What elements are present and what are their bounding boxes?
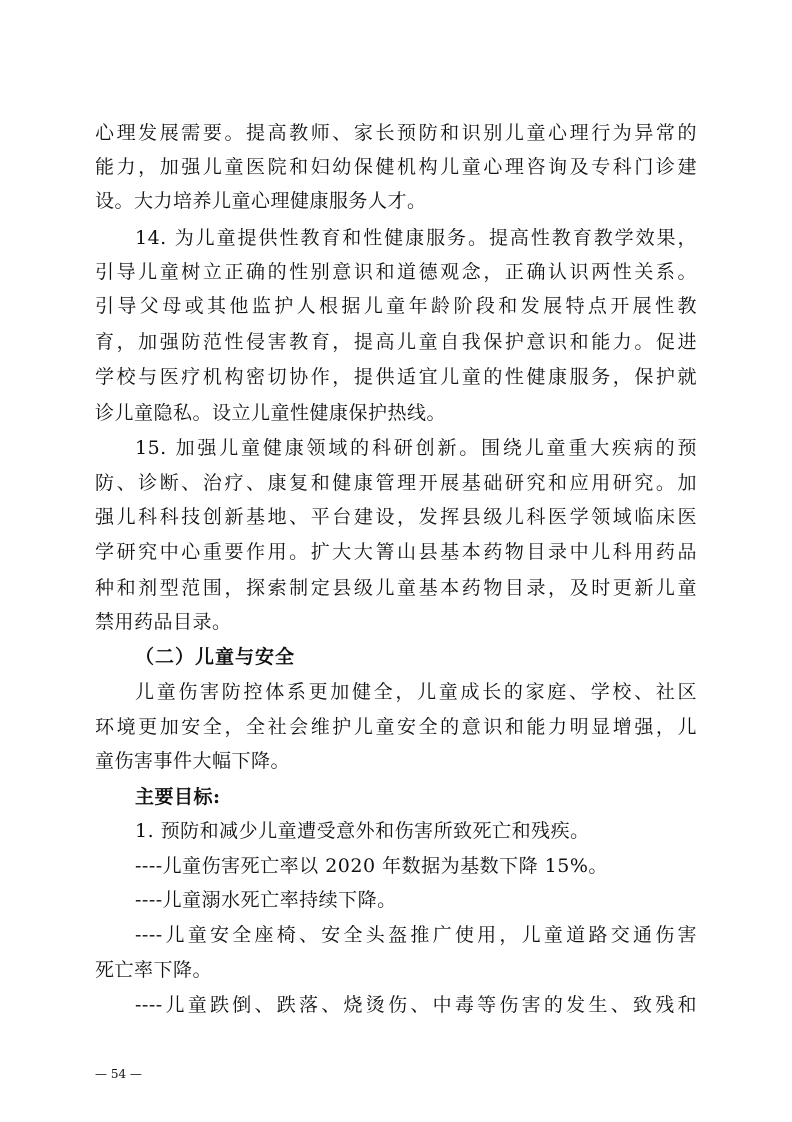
text-line-21: 1. 预防和减少儿童遭受意外和伤害所致死亡和残疾。 xyxy=(135,820,590,842)
text-line-15: 禁用药品目录。 xyxy=(95,611,232,633)
page-number: — 54 — xyxy=(95,1067,142,1081)
text-line-7: 育，加强防范性侵害教育，提高儿童自我保护意识和能力。促进 xyxy=(95,331,697,353)
text-line-12: 强儿科科技创新基地、平台建设，发挥县级儿科医学领域临床医 xyxy=(95,506,697,528)
text-line-1: 心理发展需要。提高教师、家长预防和识别儿童心理行为异常的 xyxy=(95,122,697,144)
text-line-2: 能力，加强儿童医院和妇幼保健机构儿童心理咨询及专科门诊建 xyxy=(95,156,697,178)
text-line-9: 诊儿童隐私。设立儿童性健康保护热线。 xyxy=(95,402,447,424)
text-line-22: ----儿童伤害死亡率以 2020 年数据为基数下降 15%。 xyxy=(135,855,608,877)
text-line-23: ----儿童溺水死亡率持续下降。 xyxy=(135,889,397,911)
main-goals-heading: 主要目标: xyxy=(135,786,221,808)
text-line-25: 死亡率下降。 xyxy=(95,959,213,981)
text-line-8: 学校与医疗机构密切协作，提供适宜儿童的性健康服务，保护就 xyxy=(95,366,697,388)
text-line-19: 童伤害事件大幅下降。 xyxy=(95,750,291,772)
text-line-26: ----儿童跌倒、跌落、烧烫伤、中毒等伤害的发生、致残和 xyxy=(135,994,697,1016)
text-line-11: 防、诊断、治疗、康复和健康管理开展基础研究和应用研究。加 xyxy=(95,472,697,494)
section-heading: （二）儿童与安全 xyxy=(135,646,296,668)
text-line-13: 学研究中心重要作用。扩大大箐山县基本药物目录中儿科用药品 xyxy=(95,541,697,563)
text-line-24: ----儿童安全座椅、安全头盔推广使用，儿童道路交通伤害 xyxy=(135,924,697,946)
text-line-10: 15. 加强儿童健康领域的科研创新。围绕儿童重大疾病的预 xyxy=(135,437,697,459)
text-line-5: 引导儿童树立正确的性别意识和道德观念，正确认识两性关系。 xyxy=(95,261,697,283)
text-line-18: 环境更加安全，全社会维护儿童安全的意识和能力明显增强，儿 xyxy=(95,716,697,738)
text-line-4: 14. 为儿童提供性教育和性健康服务。提高性教育教学效果， xyxy=(135,227,697,249)
text-line-17: 儿童伤害防控体系更加健全，儿童成长的家庭、学校、社区 xyxy=(135,681,697,703)
text-line-6: 引导父母或其他监护人根据儿童年龄阶段和发展特点开展性教 xyxy=(95,295,697,317)
text-line-14: 种和剂型范围，探索制定县级儿童基本药物目录，及时更新儿童 xyxy=(95,577,697,599)
text-line-3: 设。大力培养儿童心理健康服务人才。 xyxy=(95,190,427,212)
